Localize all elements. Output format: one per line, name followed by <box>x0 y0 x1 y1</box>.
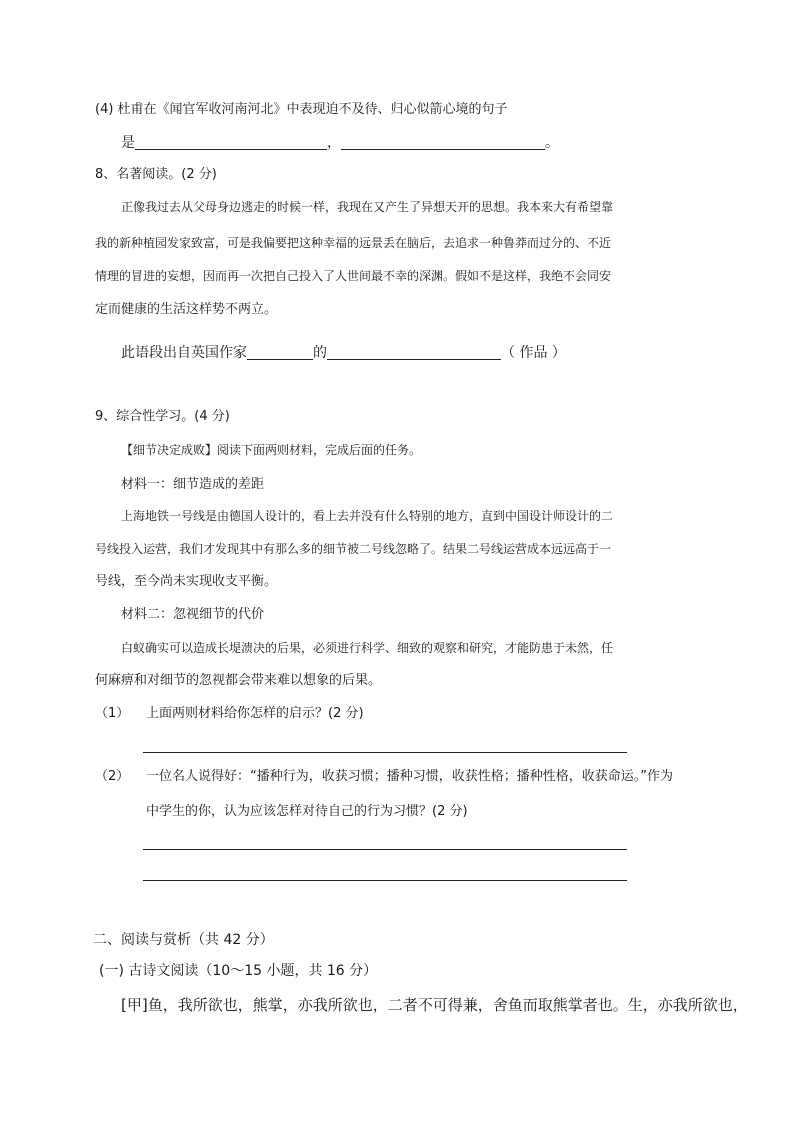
subquestion-2-line-2: 中学生的你，认为应该怎样对待自己的行为习惯？(2 分) <box>146 804 468 819</box>
q8-passage-line-2: 我的新种植园发家致富，可是我偏要把这种幸福的远景丢在脑后，去追求一种鲁莽而过分的、不近 <box>95 236 612 250</box>
q8-question-part-b: 的 <box>313 345 327 361</box>
q8-question-part-c: （ 作品 ） <box>501 345 566 361</box>
answer-blank-2[interactable] <box>341 135 545 150</box>
subquestion-1-number: （1） <box>95 706 130 721</box>
author-blank[interactable] <box>247 345 313 360</box>
q8-passage-line-1: 正像我过去从父母身边逃走的时候一样，我现在又产生了异想天开的思想。我本来大有希望靠 <box>121 200 614 214</box>
classical-text-line: [甲]鱼，我所欲也，熊掌，亦我所欲也，二者不可得兼，舍鱼而取熊掌者也。生，亦我所欲也， <box>121 996 748 1014</box>
work-blank[interactable] <box>327 345 501 360</box>
answer-line-3[interactable] <box>143 880 627 881</box>
material-2-line-2: 何麻痹和对细节的忽视都会带来难以想象的后果。 <box>95 673 382 688</box>
question-9-heading: 9、综合性学习。(4 分) <box>95 409 230 424</box>
answer-line-1[interactable] <box>143 752 627 753</box>
subquestion-2-line-1: 一位名人说得好：“播种行为，收获习惯；播种习惯，收获性格；播种性格，收获命运。”作为 <box>146 769 673 784</box>
answer-line-2[interactable] <box>143 849 627 850</box>
q8-passage-line-3: 情理的冒进的妄想，因而再一次把自己投入了人世间最不幸的深渊。假如不是这样，我绝不会同安 <box>95 269 612 283</box>
comma: ， <box>327 135 341 151</box>
question-7-4-prompt: (4) 杜甫在《闻官军收河南河北》中表现迫不及待、归心似箭心境的句子 <box>95 102 508 117</box>
question-8-heading: 8、名著阅读。(2 分) <box>95 167 217 182</box>
section-2-heading: 二、阅读与赏析（共 42 分） <box>93 932 274 948</box>
answer-prefix: 是 <box>121 135 135 151</box>
material-1-line-1: 上海地铁一号线是由德国人设计的，看上去并没有什么特别的地方，直到中国设计师设计的二 <box>121 509 614 523</box>
subquestion-1-text: 上面两则材料给你怎样的启示？(2 分) <box>146 706 364 721</box>
q8-question <box>121 345 566 360</box>
subquestion-2-number: （2） <box>95 769 130 784</box>
question-7-4-answer-line <box>121 135 559 150</box>
section-2-subheading: (一) 古诗文阅读（10～15 小题，共 16 分） <box>99 963 378 979</box>
q9-intro: 【细节决定成败】阅读下面两则材料，完成后面的任务。 <box>121 443 422 457</box>
material-1-line-3: 号线，至今尚未实现收支平衡。 <box>95 574 278 589</box>
material-1-line-2: 号线投入运营，我们才发现其中有那么多的细节被二号线忽略了。结果二号线运营成本远远高于一 <box>95 542 612 556</box>
period: 。 <box>545 135 559 151</box>
q8-passage-line-4: 定而健康的生活这样势不两立。 <box>95 302 278 317</box>
material-2-line-1: 白蚁确实可以造成长堤溃决的后果，必须进行科学、细致的观察和研究，才能防患于未然，任 <box>121 641 614 655</box>
material-1-title: 材料一：细节造成的差距 <box>121 477 265 492</box>
answer-blank-1[interactable] <box>135 135 327 150</box>
material-2-title: 材料二：忽视细节的代价 <box>121 607 265 622</box>
q8-question-part-a: 此语段出自英国作家 <box>121 345 247 361</box>
